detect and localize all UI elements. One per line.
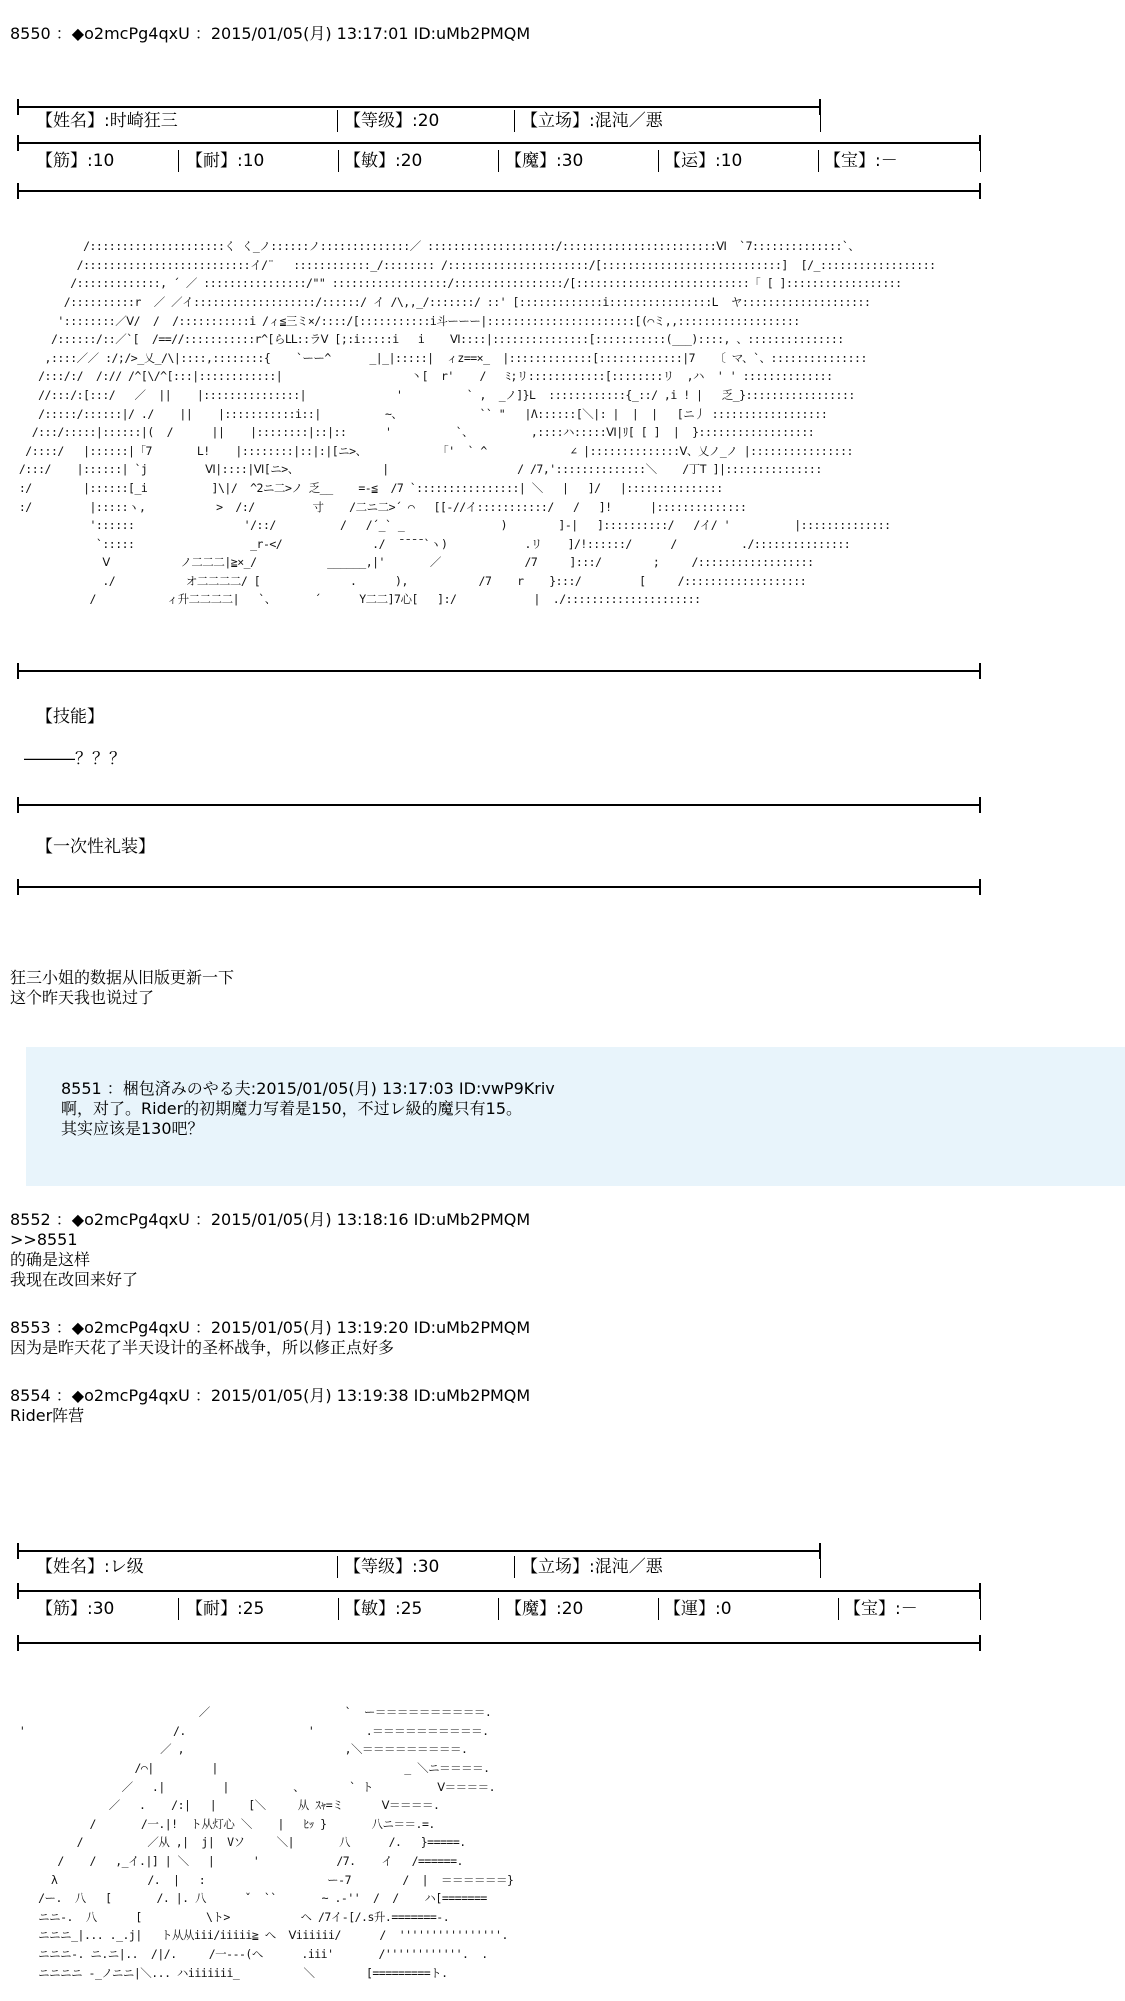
stat-str: 【筋】:10 <box>36 151 115 171</box>
reply-link-8551[interactable]: >>8551 <box>10 1230 78 1249</box>
stat-luck: 【運】:0 <box>664 1599 732 1619</box>
stat-np: 【宝】:－ <box>824 151 898 171</box>
post-header-8552: 8552 ：◆o2mcPg4qxU ：2015/01/05(月) 13:18:16 ID:uMb2PMQM <box>10 1210 531 1229</box>
stat-end: 【耐】:25 <box>186 1599 265 1619</box>
ascii-art-kurumi: /:::::::::::::::::::::く く_ノ::::::ノ::::::::::::::／ ::::::::::::::::::::/::::::::::::::::::::::::Ⅵ `7::::::::::::::`、 /::::::::::::::::::::::::::イ/¨ ::::::::::::_/:::::::: /::::::::::::::::::::::/[::::::::::::::::::::::::::::] [/_:::::::::::::::::: /:::::::::::::, ´ ／ ::::::::::::::::/"" ::::::::::::::::::/:::::::::::::::::/[:::::::::::::::::::::::::::「 [ ]:::::::::::::::::: /::::::::::r ／ ／イ:::::::::::::::::::/::::::/ イ /\,,_/:::::::/ ::' [:::::::::::::i::::::::::::::::L ヤ:::::::::::::::::::: '::::::::／Ⅴ/ / /:::::::::::i /ィ≦三ミ×/::::/[:::::::::::i斗ーーー|:::::::::::::::::::::::[(⌒ミ,,::::::::::::::::::: /::::::/::／`[ /==//:::::::::::r^[らⅬⅬ::ラⅤ [;:i:::::i i Ⅵ::::|:::::::::::::::[:::::::::::(___)::::, 、::::::::::::::: ,::::／／ :/;/>_乂_/\|::::,::::::::{ `ーー^ _|_|:::::| ィz==×_ |:::::::::::::[:::::::::::::|7 〔 マ、`、::::::::::::::: /:::/:/ /:// /^[\/^[:::|::::::::::::| 丶[ r' / ﾐ;リ::::::::::::[::::::::リ ,ハ ' ' :::::::::::::: //:::/:[:::/ ／ || |:::::::::::::::| ' ` , _ノ]}L ::::::::::::{_::/ ,i ! | 乏_}::::::::::::::::: /:::::/::::::|/ ./ || |:::::::::::i::| ~、 `` " |Λ::::::[＼|: | | | [ニ丿 :::::::::::::::::: /:::/:::::|::::::|( / || |::::::::|::|:: ' `、 ,::::ハ:::::Ⅵ|ﾘ[ [ ] | }:::::::::::::::::: /::::/ |::::::|「7 L! |::::::::|::|:|[ニ>、 「' ` ^ ∠ |::::::::::::::Ⅴ、乂ノ_ノ |:::::::::::::::: /:::/ |::::::| `j Ⅵ|::::|Ⅵ[ニ>、 | / /7,'::::::::::::::＼ /丁T ]|::::::::::::::: :/ |::::::[_i ]\|/ ^2ニ二>ノ 乏__ =-≦ /7 `::::::::::::::::| ＼ | ]/ |::::::::::::::: :/ |:::::ヽ, > /:/ 寸 /二ニ二>´ ⌒ [[-//イ:::::::::::/ / ]! |:::::::::::::: ':::::: '/::/ / /´_` _ ) ]-| ]::::::::::/ /イ/ ' |:::::::::::::: `::::: _r-</ ./ ̄ ̄ ̄ ̄ `ヽ) .リ ]/!::::::/ / ./::::::::::::::: Ⅴ ノ二二二|≧×_/ ______,|' ／ /7 ]:::/ ; /:::::::::::::::::: ./ オ二二二二/ [ . ), /7 r }:::/ [ /::::::::::::::::::: / ィ升二二二二| `、 ´ Y二二]7心[ ]:/ | ./::::::::::::::::::::: <box>6 239 936 607</box>
post-header-8550: 8550 ：◆o2mcPg4qxU ：2015/01/05(月) 13:17:01 ID:uMb2PMQM <box>10 24 531 43</box>
post-body-line: 因为是昨天花了半天设计的圣杯战争，所以修正点好多 <box>10 1338 395 1357</box>
post-body-line: Rider阵营 <box>10 1406 85 1425</box>
stat-np: 【宝】:－ <box>844 1599 918 1619</box>
ascii-art-re-class: ／ ` ー＝＝＝＝＝＝＝＝＝＝. ' /. ' .＝＝＝＝＝＝＝＝＝＝. ／ , ,＼＝＝＝＝＝＝＝＝＝. /⌒| | _ ＼ニ＝＝＝＝. ／ .| | 、 ` ト Ⅴ＝＝＝＝. ／ . /:| | [＼ 从 ｽｬ=ミ Ⅴ＝＝＝＝. / /一.|! ト从灯心 ＼ | ﾋｯ } 八ニ＝＝.=. / ／从 ,| j| Vソ ＼| 八 /. }=====. / / ,_イ.|] | ＼ | ' /7. イ /======. λ /. | : ー-7 / | ＝＝＝＝＝＝} /ー. 八 [ /. |. 八 ˇ `` ~ .-'' / / ハ[======= ニニ-. 八 [ \ト> ヘ /7イ-[/.s升.=======-. ニニニ_|... ._.j| ト从从iii/iiiii≧ へ Ⅴiiiiii/ / ''''''''''''''''. ニニニ-. ニ.ニ|.. /|/. /一---(へ .iii' /''''''''''''. . ニニニニ -_ノニニ|＼... ハiiiiiii_ ＼ [=========ト. <box>6 1705 514 1980</box>
skills-title: 【技能】 <box>36 707 104 727</box>
post-body-line: 其实应该是130吧？ <box>61 1119 204 1138</box>
post-body-line: 这个昨天我也说过了 <box>10 988 155 1007</box>
post-header-8551: 8551 ：梱包済みのやる夫:2015/01/05(月) 13:17:03 ID:vwP9Kriv <box>61 1079 555 1098</box>
name-field: 【姓名】:レ级 <box>36 1557 144 1577</box>
post-body-line: 啊，对了。Rider的初期魔力写着是150，不过レ級的魔只有15。 <box>61 1099 523 1118</box>
sheet-rule-aa-top <box>18 190 980 192</box>
skills-value: ―――？？？ <box>24 749 126 769</box>
post-body-line: 的确是这样 <box>10 1250 91 1269</box>
mystic-code-title: 【一次性礼装】 <box>36 837 155 857</box>
post-body-line: 我现在改回来好了 <box>10 1270 139 1289</box>
name-field: 【姓名】:时崎狂三 <box>36 111 178 131</box>
stat-mag: 【魔】:30 <box>505 151 584 171</box>
post-header-8553: 8553 ：◆o2mcPg4qxU ：2015/01/05(月) 13:19:20 ID:uMb2PMQM <box>10 1318 531 1337</box>
level-field: 【等级】:20 <box>344 111 440 131</box>
quoted-post-8551 <box>26 1047 1125 1186</box>
stat-mag: 【魔】:20 <box>505 1599 584 1619</box>
sheet-rule-mid <box>18 142 980 144</box>
level-field: 【等级】:30 <box>344 1557 440 1577</box>
stat-end: 【耐】:10 <box>186 151 265 171</box>
post-header-8554: 8554 ：◆o2mcPg4qxU ：2015/01/05(月) 13:19:38 ID:uMb2PMQM <box>10 1386 531 1405</box>
stat-agi: 【敏】:20 <box>344 151 423 171</box>
sheet-rule-top <box>18 106 820 108</box>
stat-luck: 【运】:10 <box>664 151 743 171</box>
stat-str: 【筋】:30 <box>36 1599 115 1619</box>
stat-agi: 【敏】:25 <box>344 1599 423 1619</box>
alignment-field: 【立场】:混沌／悪 <box>521 1557 663 1577</box>
post-body-line: 狂三小姐的数据从旧版更新一下 <box>10 968 235 987</box>
alignment-field: 【立场】:混沌／悪 <box>521 111 663 131</box>
